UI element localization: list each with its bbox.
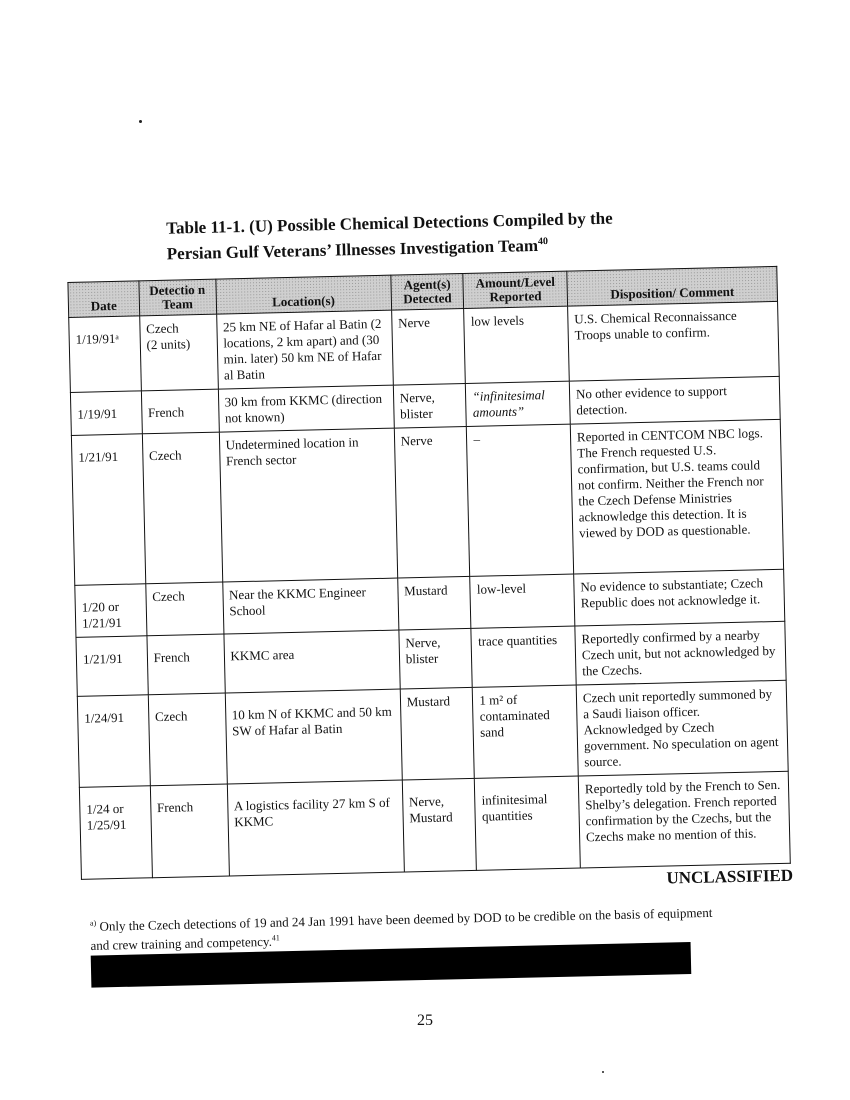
cell-team: French [147,634,225,695]
cell-date: 1/21/91 [76,635,148,696]
cell-agent: Nerve [394,426,470,578]
cell-date: 1/21/91 [71,433,145,585]
classification-marking: UNCLASSIFIED [666,865,794,888]
footnote-marker: a) [89,918,97,928]
header-disposition: Disposition/ Comment [567,266,778,306]
cell-disposition: U.S. Chemical Reconnaissance Troops unable to confirm. [567,301,779,381]
header-detection-team: Detectio n Team [139,279,217,316]
cell-location: 25 km NE of Hafar al Batin (2 locations, 2 km apart) and (30 min. later) 50 km NE of Hafar al Batin [216,310,393,389]
cell-disposition: No evidence to substantiate; Czech Republic does not acknowledge it. [574,569,785,626]
header-date: Date [68,281,139,318]
cell-disposition: Reportedly told by the French to Sen. Shelby’s delegation. French reported confirmation by the Czechs, but the Czechs make no mention of this. [578,771,790,868]
document-body [66,204,799,988]
cell-amount: – [467,424,574,576]
cell-team: Czech [148,693,227,786]
scan-speck [602,1071,604,1073]
cell-agent: Mustard [400,687,475,780]
page-number: 25 [417,1012,433,1029]
cell-location: 30 km from KKMC (direction not known) [218,385,394,432]
cell-location: A logistics facility 27 km S of KKMC [227,780,404,876]
table-row [79,771,790,879]
footnote-reference: 41 [271,933,280,943]
cell-amount: infinitesimal quantities [475,776,581,870]
cell-agent: Nerve, blister [393,383,467,428]
cell-date: 1/19/91ᵃ [69,316,141,393]
cell-location: KKMC area [223,630,399,693]
footnote-text: Only the Czech detections of 19 and 24 Jan 1991 have been deemed by DOD to be credible on the basis of equipment and crew training and competency. [90,904,713,953]
cell-agent: Nerve, blister [399,628,473,689]
table-title-text: Table 11-1. (U) Possible Chemical Detections Compiled by the Persian Gulf Veterans’ Illnesses Investigation Team [165,208,613,264]
cell-amount: 1 m² of contaminated sand [473,685,579,778]
cell-agent: Mustard [397,576,471,630]
cell-disposition: Reported in CENTCOM NBC logs. The French requested U.S. confirmation, but U.S. teams could not confirm. Neither the French nor the Czech Defense Ministries acknowledge this detection. It is viewed by DOD as questionable. [570,419,783,574]
table-title [166,207,637,265]
cell-team: Czech [145,582,223,636]
cell-agent: Nerve, Mustard [402,778,477,872]
cell-team: Czech (2 units) [139,314,218,391]
scan-speck [139,120,142,123]
table-title-reference: 40 [537,236,549,248]
cell-amount: low-level [470,574,575,628]
cell-amount: trace quantities [471,626,576,687]
cell-location: Near the KKMC Engineer School [222,578,398,634]
table-row [71,419,783,585]
cell-team: French [150,784,229,878]
cell-agent: Nerve [391,308,465,385]
chemical-detections-table [67,266,790,880]
cell-date: 1/24/91 [77,694,150,787]
cell-location: 10 km N of KKMC and 50 km SW of Hafar al Batin [225,689,402,784]
cell-amount: low levels [464,306,569,383]
cell-date: 1/24 or 1/25/91 [79,785,152,879]
header-locations: Location(s) [215,275,391,314]
cell-date: 1/19/91 [70,390,142,435]
cell-location: Undetermined location in French sector [219,428,398,582]
cell-disposition: Czech unit reportedly summoned by a Saudi liaison officer. Acknowledged by Czech government. No speculation on agent source. [576,680,788,776]
cell-date: 1/20 or 1/21/91 [75,583,147,637]
header-amount-level: Amount/Level Reported [463,271,567,308]
table-row [77,680,788,787]
cell-disposition: No other evidence to support detection. [569,376,780,424]
cell-team: French [141,389,219,434]
header-agents-detected: Agent(s) Detected [391,273,465,310]
cell-team: Czech [142,432,222,584]
cell-amount: “infinitesimal amounts” [466,381,570,426]
cell-disposition: Reportedly confirmed by a nearby Czech unit, but not acknowledged by the Czechs. [575,621,786,685]
